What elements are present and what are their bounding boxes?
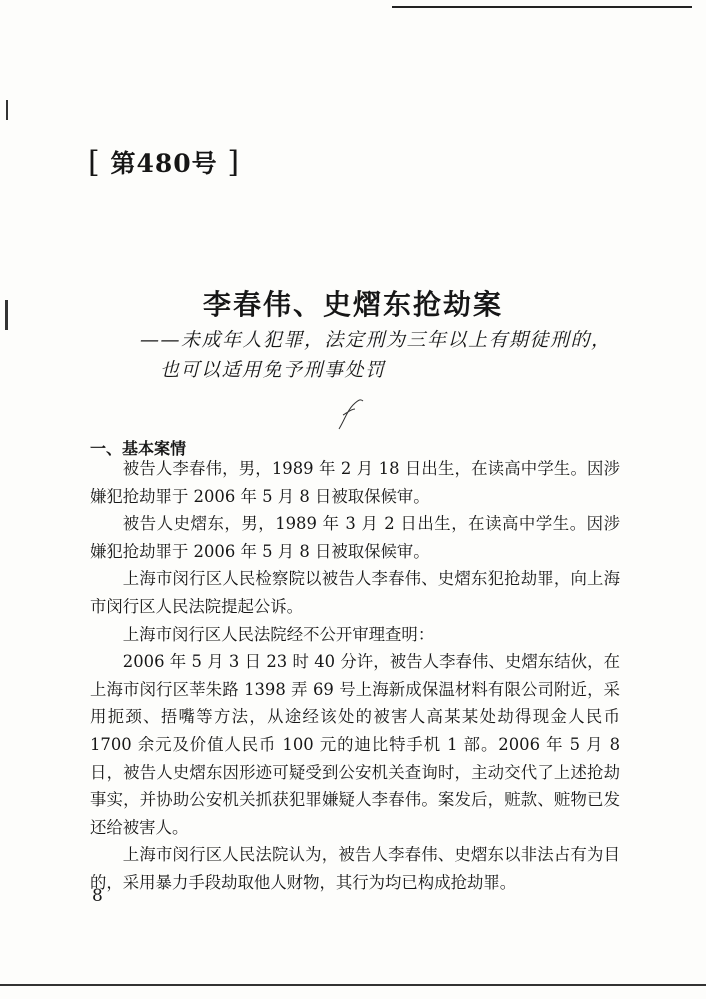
section-heading: 一、基本案情 bbox=[90, 439, 187, 458]
bottom-rule bbox=[0, 984, 706, 986]
decorative-ornament bbox=[335, 395, 365, 435]
case-number-text: 第480号 bbox=[110, 149, 218, 178]
paragraph: 上海市闵行区人民检察院以被告人李春伟、史熠东犯抢劫罪，向上海市闵行区人民法院提起公诉。 bbox=[90, 569, 620, 616]
bracket-close: ] bbox=[227, 145, 241, 180]
page-number: 8 bbox=[92, 886, 103, 906]
paragraph: 被告人史熠东，男，1989 年 3 月 2 日出生，在读高中学生。因涉嫌犯抢劫罪于 2006 年 5 月 8 日被取保候审。 bbox=[90, 514, 620, 561]
case-title: 李春伟、史熠东抢劫案 bbox=[202, 288, 503, 321]
paragraph: 被告人李春伟，男，1989 年 2 月 18 日出生，在读高中学生。因涉嫌犯抢劫罪于 2006 年 5 月 8 日被取保候审。 bbox=[90, 459, 620, 506]
paragraph: 上海市闵行区人民法院经不公开审理查明： bbox=[122, 624, 435, 644]
body-text bbox=[90, 455, 620, 897]
subtitle-line-1: ——未成年人犯罪，法定刑为三年以上有期徒刑的， bbox=[140, 329, 612, 351]
top-rule bbox=[392, 6, 692, 8]
bracket-open: [ bbox=[88, 145, 101, 180]
paragraph: 上海市闵行区人民法院认为，被告人李春伟、史熠东以非法占有为目的，采用暴力手段劫取他人财物，其行为均已构成抢劫罪。 bbox=[90, 845, 620, 892]
paragraph: 2006 年 5 月 3 日 23 时 40 分许，被告人李春伟、史熠东结伙，在上海市闵行区莘朱路 1398 弄 69 号上海新成保温材料有限公司附近，采用扼颈、捂嘴等方法，从途经该处的被害人高某某处劫得现金人民币 1700 余元及价值人民币 100 元的迪比特手机 1 部。2006 年 5 月 8 日，被告人史熠东因形迹可疑受到公安机关查询时，主动交代了上述抢劫事实，并协助公安机关抓获犯罪嫌疑人李春伟。案发后，赃款、赃物已发还给被害人。 bbox=[90, 652, 620, 837]
case-number bbox=[88, 144, 240, 180]
left-margin-mark bbox=[6, 100, 8, 120]
subtitle-line-2: 也可以适用免予刑事处罚 bbox=[160, 359, 386, 381]
